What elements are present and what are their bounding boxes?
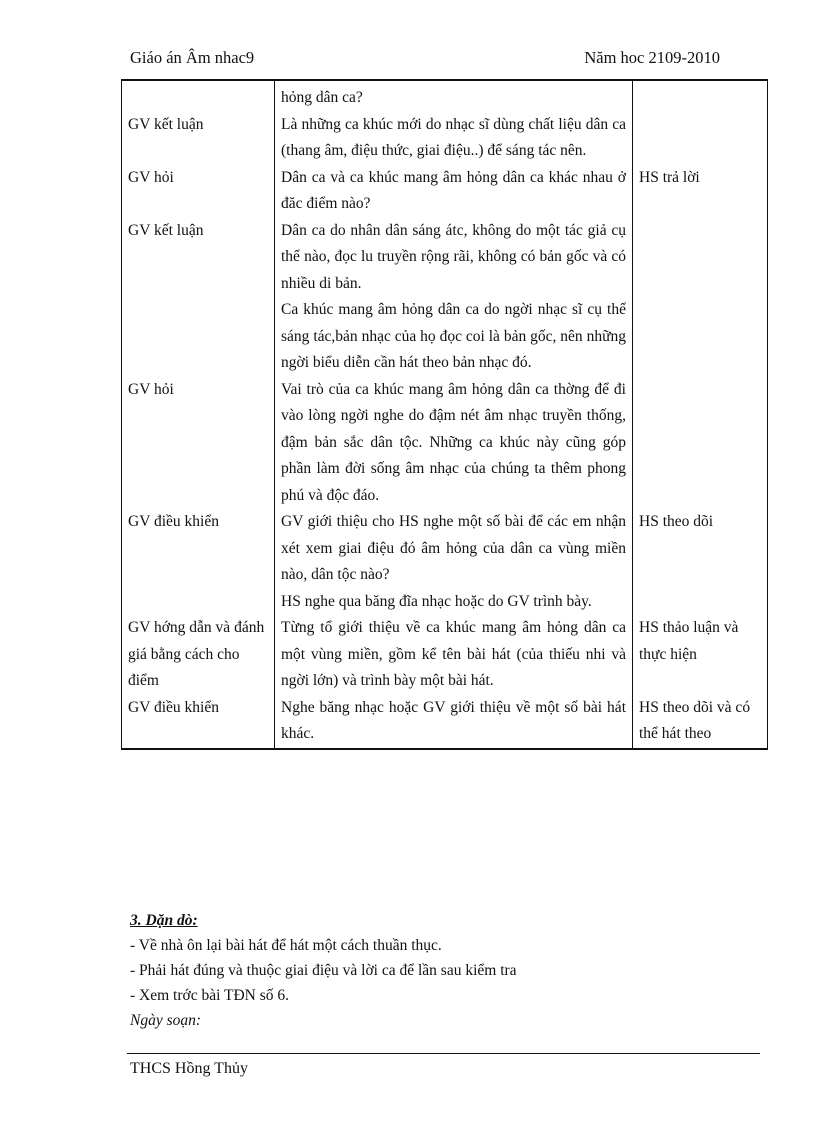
teacher-activity: GV điều khiển — [122, 695, 275, 749]
content-paragraph: Vai trò của ca khúc mang âm hỏng dân ca thờng để đi vào lòng ngời nghe do đậm nét âm nhạc truyền thống, đậm bản sắc dân tộc. Những ca khúc này cũng góp phần làm đời sống âm nhạc của chúng ta thêm phong phú và độc đáo. — [281, 380, 626, 504]
student-activity — [633, 218, 768, 377]
content-paragraph: GV giới thiệu cho HS nghe một số bài để các em nhận xét xem giai điệu đó âm hỏng của dân ca vùng miền nào, dân tộc nào? — [281, 513, 626, 583]
homework-item: - Xem trớc bài TĐN số 6. — [130, 987, 290, 1004]
footer-school: THCS Hồng Thủy — [130, 1060, 248, 1077]
student-activity — [633, 80, 768, 112]
student-activity — [633, 112, 768, 165]
date-label: Ngày soạn: — [130, 1012, 202, 1029]
table-row — [122, 377, 768, 510]
content-paragraph: Là những ca khúc mới do nhạc sĩ dùng chất liệu dân ca (thang âm, điệu thức, giai điệu..) để sáng tác nên. — [281, 115, 626, 159]
teacher-activity: GV kết luận — [122, 218, 275, 377]
lesson-content — [275, 165, 633, 218]
content-paragraph: HS nghe qua băng đĩa nhạc hoặc do GV trình bày. — [281, 592, 592, 610]
content-paragraph: hỏng dân ca? — [281, 89, 363, 106]
lesson-content — [275, 377, 633, 510]
homework-item: - Phải hát đúng và thuộc giai điệu và lời ca để lần sau kiểm tra — [130, 962, 517, 979]
table-row — [122, 509, 768, 615]
homework-section — [130, 908, 750, 1033]
table-row — [122, 695, 768, 749]
teacher-activity: GV hỏi — [122, 165, 275, 218]
lesson-content — [275, 615, 633, 695]
lesson-content — [275, 80, 633, 112]
student-activity: HS thảo luận và thực hiện — [633, 615, 768, 695]
student-activity: HS theo dõi và có thể hát theo — [633, 695, 768, 749]
content-paragraph: Ca khúc mang âm hỏng dân ca do ngời nhạc sĩ cụ thể sáng tác,bản nhạc của họ đọc coi là bản gốc, nên những ngời biểu diễn cần hát theo bản nhạc đó. — [281, 301, 626, 371]
footer-divider — [127, 1053, 760, 1054]
table-row — [122, 615, 768, 695]
table-row — [122, 218, 768, 377]
section-heading: 3. Dặn dò: — [130, 912, 198, 929]
table-row — [122, 80, 768, 112]
header-subject: Giáo án Âm nhac9 — [130, 48, 255, 67]
lesson-content — [275, 112, 633, 165]
header-school-year: Năm hoc 2109-2010 — [584, 48, 720, 67]
lesson-content — [275, 218, 633, 377]
page-header — [130, 48, 720, 72]
content-paragraph: Từng tổ giới thiệu về ca khúc mang âm hỏng dân ca một vùng miền, gồm kể tên bài hát (của thiếu nhi và ngời lớn) và trình bày một bài hát. — [281, 619, 626, 689]
teacher-activity: GV kết luận — [122, 112, 275, 165]
student-activity: HS theo dõi — [633, 509, 768, 615]
table-row — [122, 165, 768, 218]
teacher-activity: GV hỏi — [122, 377, 275, 510]
content-paragraph: Nghe băng nhạc hoặc GV giới thiệu về một số bài hát khác. — [281, 698, 626, 742]
teacher-activity — [122, 80, 275, 112]
teacher-activity: GV hớng dẫn và đánh giá bằng cách cho điểm — [122, 615, 275, 695]
lesson-content — [275, 695, 633, 749]
content-paragraph: Dân ca do nhân dân sáng átc, không do một tác giả cụ thể nào, đọc lu truyền rộng rãi, không có bản gốc và có nhiều di bản. — [281, 221, 626, 292]
student-activity — [633, 377, 768, 510]
teacher-activity: GV điều khiển — [122, 509, 275, 615]
homework-item: - Về nhà ôn lại bài hát để hát một cách thuần thục. — [130, 937, 442, 954]
lesson-content — [275, 509, 633, 615]
lesson-table — [121, 79, 768, 750]
content-paragraph: Dân ca và ca khúc mang âm hỏng dân ca khác nhau ở đăc điểm nào? — [281, 168, 626, 212]
table-row — [122, 112, 768, 165]
student-activity: HS trả lời — [633, 165, 768, 218]
